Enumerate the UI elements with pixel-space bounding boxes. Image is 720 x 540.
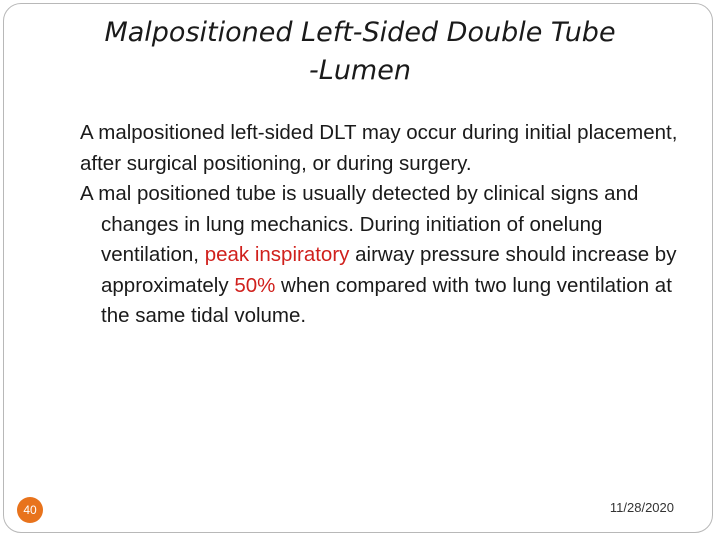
- paragraph-2-text-c: when compared with two lung ventilation at the same tidal volume.: [101, 273, 672, 327]
- slide-title-line-2: -Lumen: [309, 55, 411, 86]
- slide-date: 11/28/2020: [609, 500, 674, 515]
- slide-title: [40, 14, 680, 90]
- slide-number-badge: 40: [17, 497, 43, 523]
- slide-body: [80, 118, 690, 332]
- highlight-fifty-percent: 50%: [234, 273, 276, 297]
- paragraph-2-text-a: A mal positioned tube is usually detected by clinical signs and changes in lung mechanics. During initiation of onelung ventilation,: [80, 182, 639, 266]
- paragraph-1: A malpositioned left-sided DLT may occur during initial placement, after surgical positioning, or during surgery.: [80, 121, 678, 175]
- slide-title-line-1: Malpositioned Left-Sided Double Tube: [104, 17, 616, 48]
- paragraph-2: [80, 179, 690, 332]
- paragraph-2-text-b: airway pressure should increase by approximately: [101, 243, 677, 297]
- highlight-peak-inspiratory: peak inspiratory: [204, 243, 350, 266]
